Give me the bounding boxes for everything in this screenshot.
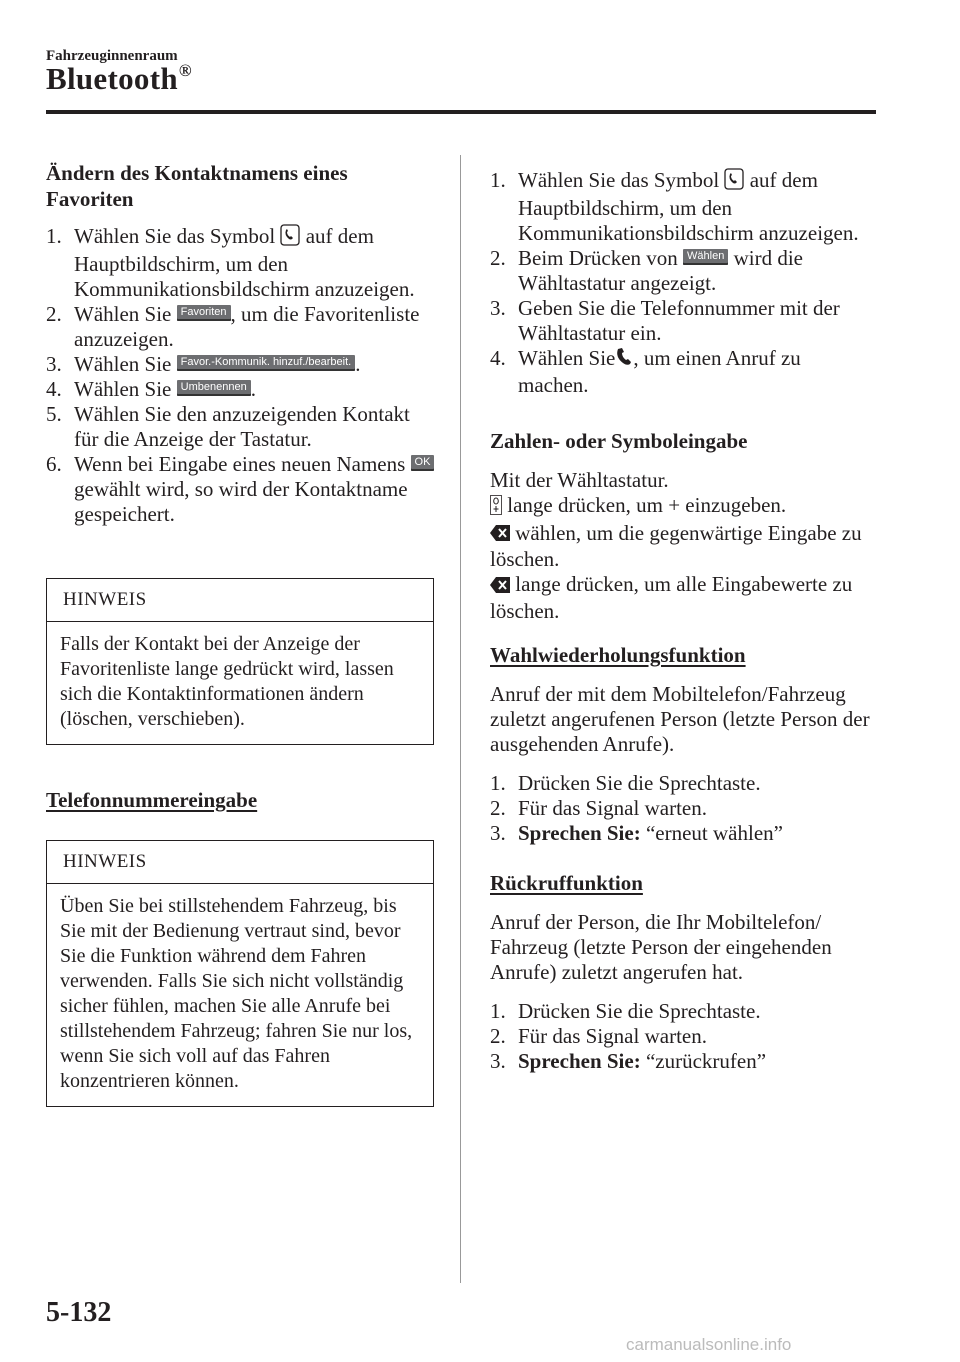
umbenennen-button: Umbenennen — [177, 380, 251, 396]
note-body: Falls der Kontakt bei der Anzeige der Favoritenliste lange gedrückt wird, lassen sich die Kontaktinformationen ändern (löschen, verschieben). — [60, 633, 394, 730]
call-icon — [615, 347, 633, 373]
favoriten-button: Favoriten — [177, 305, 231, 321]
list-item: 5. Wählen Sie den anzuzeigenden Kontakt für die Anzeige der Tastatur. — [46, 402, 410, 452]
text-line: wählen, um die gegenwärtige Eingabe zu löschen. — [490, 520, 862, 572]
phone-handset-icon — [724, 168, 744, 196]
list-item: 1. Wählen Sie das Symbol auf dem Hauptbildschirm, um den Kommunikationsbildschirm anzuzeigen. — [46, 224, 415, 302]
header-rule — [46, 110, 876, 114]
ok-button: OK — [411, 455, 435, 471]
dial-steps — [490, 168, 875, 398]
list-item: 4. Wählen Sie , um einen Anruf zu machen. — [490, 346, 801, 398]
list-item: 3. Sprechen Sie: “erneut wählen” — [490, 820, 783, 845]
list-item: 3. Sprechen Sie: “zurückrufen” — [490, 1048, 767, 1073]
list-item: 2. Beim Drücken von Wählen wird die Wähltastatur angezeigt. — [490, 246, 803, 296]
redial-steps — [490, 771, 875, 846]
list-item: 3. Wählen Sie Favor.-Kommunik. hinzuf./bearbeit. . — [46, 352, 361, 377]
page-number: 5-132 — [46, 1297, 112, 1328]
list-item: 4. Wählen Sie Umbenennen . — [46, 377, 256, 402]
heading-callback: Rückruffunktion — [490, 870, 643, 895]
delete-key-icon — [490, 574, 510, 599]
redial-description: Anruf der mit dem Mobiltelefon/Fahrzeug zuletzt angerufenen Person (letzte Person der ausgehenden Anrufe). — [490, 681, 870, 756]
heading-redial: Wahlwiederholungsfunktion — [490, 642, 746, 667]
registered-mark: ® — [178, 61, 192, 80]
callback-steps — [490, 999, 875, 1074]
note-box-phone — [46, 840, 434, 1107]
list-item: 2. Wählen Sie Favoriten , um die Favoritenliste anzuzeigen. — [46, 302, 420, 352]
page-title: Bluetooth® — [46, 61, 192, 96]
delete-key-icon — [490, 522, 510, 547]
note-body: Üben Sie bei stillstehendem Fahrzeug, bis Sie mit der Bedienung vertraut sind, bevor Sie die Funktion während dem Fahren verwenden. Falls Sie sich nicht vollständig sicher fühlen, machen Sie alle Anrufe bei stillstehendem Fahrzeug; fahren Sie nur los, wenn Sie sich voll auf das Fahren konzentrieren können. — [60, 895, 413, 1092]
column-divider — [460, 155, 461, 1283]
list-item: 1. Drücken Sie die Sprechtaste. — [490, 998, 761, 1023]
list-item: 1. Wählen Sie das Symbol auf dem Hauptbildschirm, um den Kommunikationsbildschirm anzuzeigen. — [490, 168, 859, 246]
text-line: lange drücken, um alle Eingabewerte zu löschen. — [490, 572, 853, 623]
list-item: 2. Für das Signal warten. — [490, 795, 707, 820]
list-item: 6. Wenn bei Eingabe eines neuen Namens OK gewählt wird, so wird der Kontaktname gespeichert. — [46, 452, 436, 527]
left-column — [46, 160, 436, 527]
callback-description: Anruf der Person, die Ihr Mobiltelefon/ Fahrzeug (letzte Person der eingehenden Anrufe) zuletzt angerufen hat. — [490, 909, 832, 984]
right-column — [490, 168, 875, 1074]
note-title: HINWEIS — [47, 841, 433, 884]
number-entry-text — [490, 468, 875, 624]
heading-number-symbol-entry: Zahlen- oder Symboleingabe — [490, 429, 748, 454]
zero-plus-key-icon — [490, 495, 502, 521]
phone-handset-icon — [280, 224, 300, 252]
list-item: 3. Geben Sie die Telefonnummer mit der Wähltastatur ein. — [490, 296, 840, 346]
heading-phone-entry-wrap — [46, 787, 257, 813]
heading-change-favorite: Ändern des Kontaktnamens eines Favoriten — [46, 161, 348, 211]
list-item: 2. Für das Signal warten. — [490, 1023, 707, 1048]
section-label: Fahrzeuginnenraum — [46, 48, 178, 64]
note-box-favorites — [46, 578, 434, 745]
watermark: carmanualsonline.info — [626, 1335, 792, 1354]
list-item: 1. Drücken Sie die Sprechtaste. — [490, 770, 761, 795]
note-title: HINWEIS — [47, 579, 433, 622]
heading-phone-entry: Telefonnummereingabe — [46, 788, 258, 812]
text-line: lange drücken, um + einzugeben. — [490, 493, 875, 520]
favor-kommunik-button: Favor.-Kommunik. hinzuf./bearbeit. — [177, 355, 356, 371]
favorite-steps — [46, 224, 436, 527]
waehlen-button: Wählen — [683, 249, 728, 265]
text-line: Mit der Wähltastatur. — [490, 468, 669, 493]
